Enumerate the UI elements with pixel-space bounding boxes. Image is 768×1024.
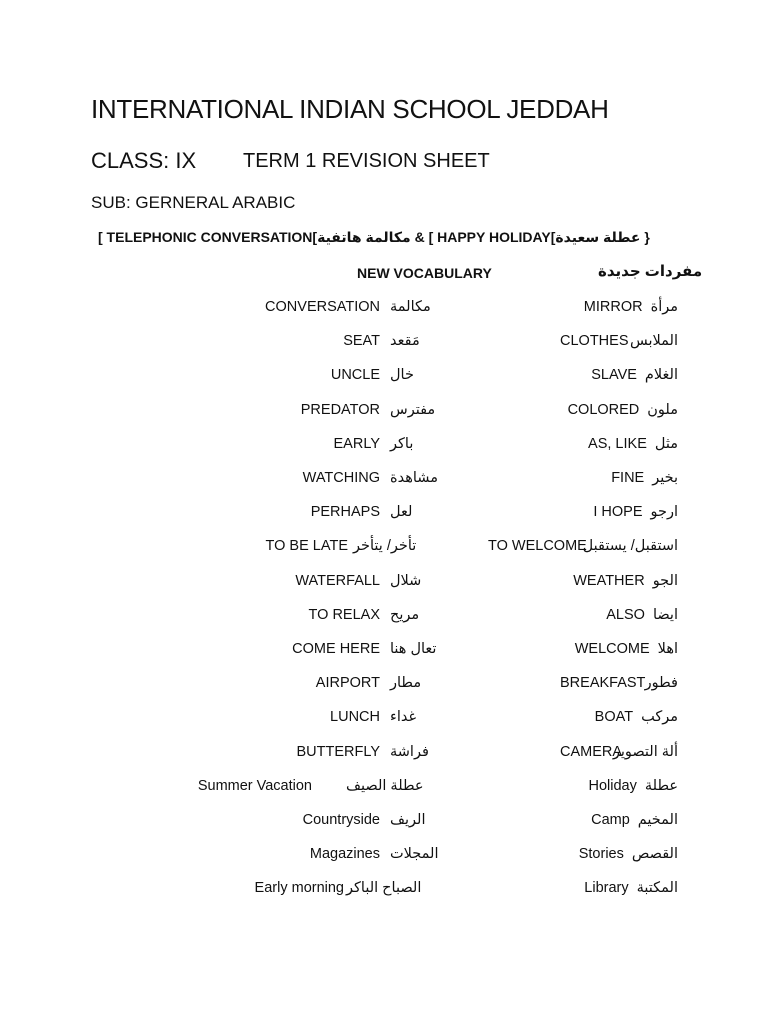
vocab-arabic: تعال هنا (390, 641, 437, 657)
vocab-english: AIRPORT (315, 675, 380, 692)
topic-line (98, 229, 650, 246)
vocab-english: COME HERE (292, 641, 380, 657)
vocab-heading-ar: مفردات جديدة (598, 263, 703, 280)
right-vocab-row (0, 744, 768, 768)
vocab-arabic: باكر (390, 435, 414, 452)
vocab-arabic: الجو (652, 572, 678, 589)
right-vocab-row (0, 436, 768, 460)
right-vocab-row (0, 880, 768, 904)
vocab-arabic: اهلا (657, 641, 678, 657)
vocab-arabic: فراشة (390, 743, 429, 760)
vocab-arabic: الصباح الباكر (346, 880, 422, 897)
vocab-english: CONVERSATION (265, 299, 380, 315)
vocab-english: BUTTERFLY (296, 743, 380, 760)
right-vocab-row (0, 538, 768, 562)
vocab-english: Holiday (588, 777, 637, 794)
vocab-arabic: مطار (390, 675, 422, 692)
vocab-english: WATERFALL (295, 572, 380, 589)
vocab-arabic: ارجو (650, 504, 678, 521)
vocab-arabic: ايضا (652, 606, 678, 623)
vocab-arabic: مريح (390, 606, 420, 623)
vocab-arabic: مشاهدة (390, 470, 438, 486)
vocab-arabic: القصص (631, 846, 678, 863)
right-vocab-row (0, 641, 768, 665)
term-label: TERM 1 REVISION SHEET (243, 150, 490, 172)
vocab-english: COLORED (567, 401, 640, 418)
vocab-arabic: مثل (654, 435, 678, 452)
vocab-english: SEAT (343, 333, 380, 350)
topic-close: } (644, 229, 650, 245)
vocab-english: Summer Vacation (197, 777, 312, 794)
vocab-english: EARLY (333, 435, 380, 452)
topic-part2-arabic: عطلة سعيدة (555, 229, 641, 245)
vocab-arabic: بخير (652, 470, 678, 486)
vocab-heading-en: NEW VOCABULARY (357, 265, 492, 281)
vocab-english: CLOTHES (560, 333, 629, 350)
vocab-arabic: ألة التصوير (612, 743, 678, 760)
right-vocab-row (0, 675, 768, 699)
vocab-english: Stories (578, 846, 624, 863)
vocab-english: FINE (611, 470, 645, 486)
vocab-english: Magazines (309, 846, 380, 863)
right-vocab-row (0, 573, 768, 597)
vocab-english: MIRROR (583, 299, 643, 315)
vocab-english: SLAVE (591, 367, 637, 384)
vocab-english: TO RELAX (308, 606, 380, 623)
topic-part1-arabic: مكالمة هاتفية (317, 229, 411, 245)
vocab-english: I HOPE (593, 504, 643, 521)
vocab-english: TO WELCOME (488, 538, 587, 555)
vocab-english: PREDATOR (300, 401, 380, 418)
vocab-english: BREAKFAST (560, 675, 646, 692)
vocab-english: Countryside (302, 812, 380, 828)
vocab-arabic: مَقعد (390, 333, 420, 350)
vocab-arabic: المكتبة (636, 880, 678, 897)
right-vocab-row (0, 812, 768, 836)
vocab-arabic: تأخر/ يتأخر (353, 538, 417, 555)
vocab-arabic: شلال (390, 572, 422, 589)
vocab-english: LUNCH (330, 709, 380, 726)
vocab-arabic: غداء (390, 709, 417, 726)
right-vocab-row (0, 299, 768, 323)
right-vocab-row (0, 333, 768, 357)
vocab-arabic: مكالمة (390, 299, 431, 315)
vocab-english: BOAT (594, 709, 634, 726)
school-title: INTERNATIONAL INDIAN SCHOOL JEDDAH (91, 94, 609, 124)
vocab-arabic: لعل (390, 504, 413, 521)
vocab-arabic: عطلة (644, 777, 678, 794)
vocab-arabic: خال (390, 367, 414, 384)
vocab-arabic: الغلام (644, 367, 678, 384)
vocab-arabic: الريف (390, 812, 426, 828)
vocab-english: WATCHING (302, 470, 380, 486)
vocab-arabic: مفترس (390, 401, 436, 418)
vocab-english: TO BE LATE (265, 538, 348, 555)
right-vocab-row (0, 402, 768, 426)
vocab-english: UNCLE (330, 367, 380, 384)
vocab-arabic: استقبل/ يستقبل (582, 538, 678, 555)
vocab-english: PERHAPS (310, 504, 380, 521)
right-vocab-row (0, 709, 768, 733)
right-vocab-row (0, 367, 768, 391)
vocab-arabic: المجلات (390, 846, 439, 863)
vocab-english: AS, LIKE (588, 435, 647, 452)
right-vocab-row (0, 504, 768, 528)
right-vocab-row (0, 778, 768, 802)
vocab-arabic: الملابس (629, 333, 678, 350)
vocab-english: WELCOME (574, 641, 650, 657)
vocab-english: Early morning (254, 880, 344, 897)
vocab-arabic: مركب (641, 709, 678, 726)
topic-amp: & [ HAPPY HOLIDAY[ (414, 229, 556, 245)
vocab-english: CAMERA (560, 743, 623, 760)
class-label: CLASS: IX (91, 148, 197, 173)
right-vocab-row (0, 607, 768, 631)
vocab-arabic: عطلة الصيف (346, 777, 424, 794)
right-vocab-row (0, 846, 768, 870)
vocab-english: Library (584, 880, 629, 897)
topic-part1: [ TELEPHONIC CONVERSATION[ (98, 229, 318, 245)
subject-label: SUB: GERNERAL ARABIC (91, 193, 296, 212)
vocab-english: Camp (591, 812, 630, 828)
vocab-arabic: فطور (644, 675, 678, 692)
vocab-arabic: مرأة (650, 299, 678, 315)
vocab-english: ALSO (606, 606, 645, 623)
right-vocab-row (0, 470, 768, 494)
vocab-arabic: ملون (647, 401, 678, 418)
vocab-arabic: المخيم (637, 812, 678, 828)
vocab-english: WEATHER (573, 572, 645, 589)
